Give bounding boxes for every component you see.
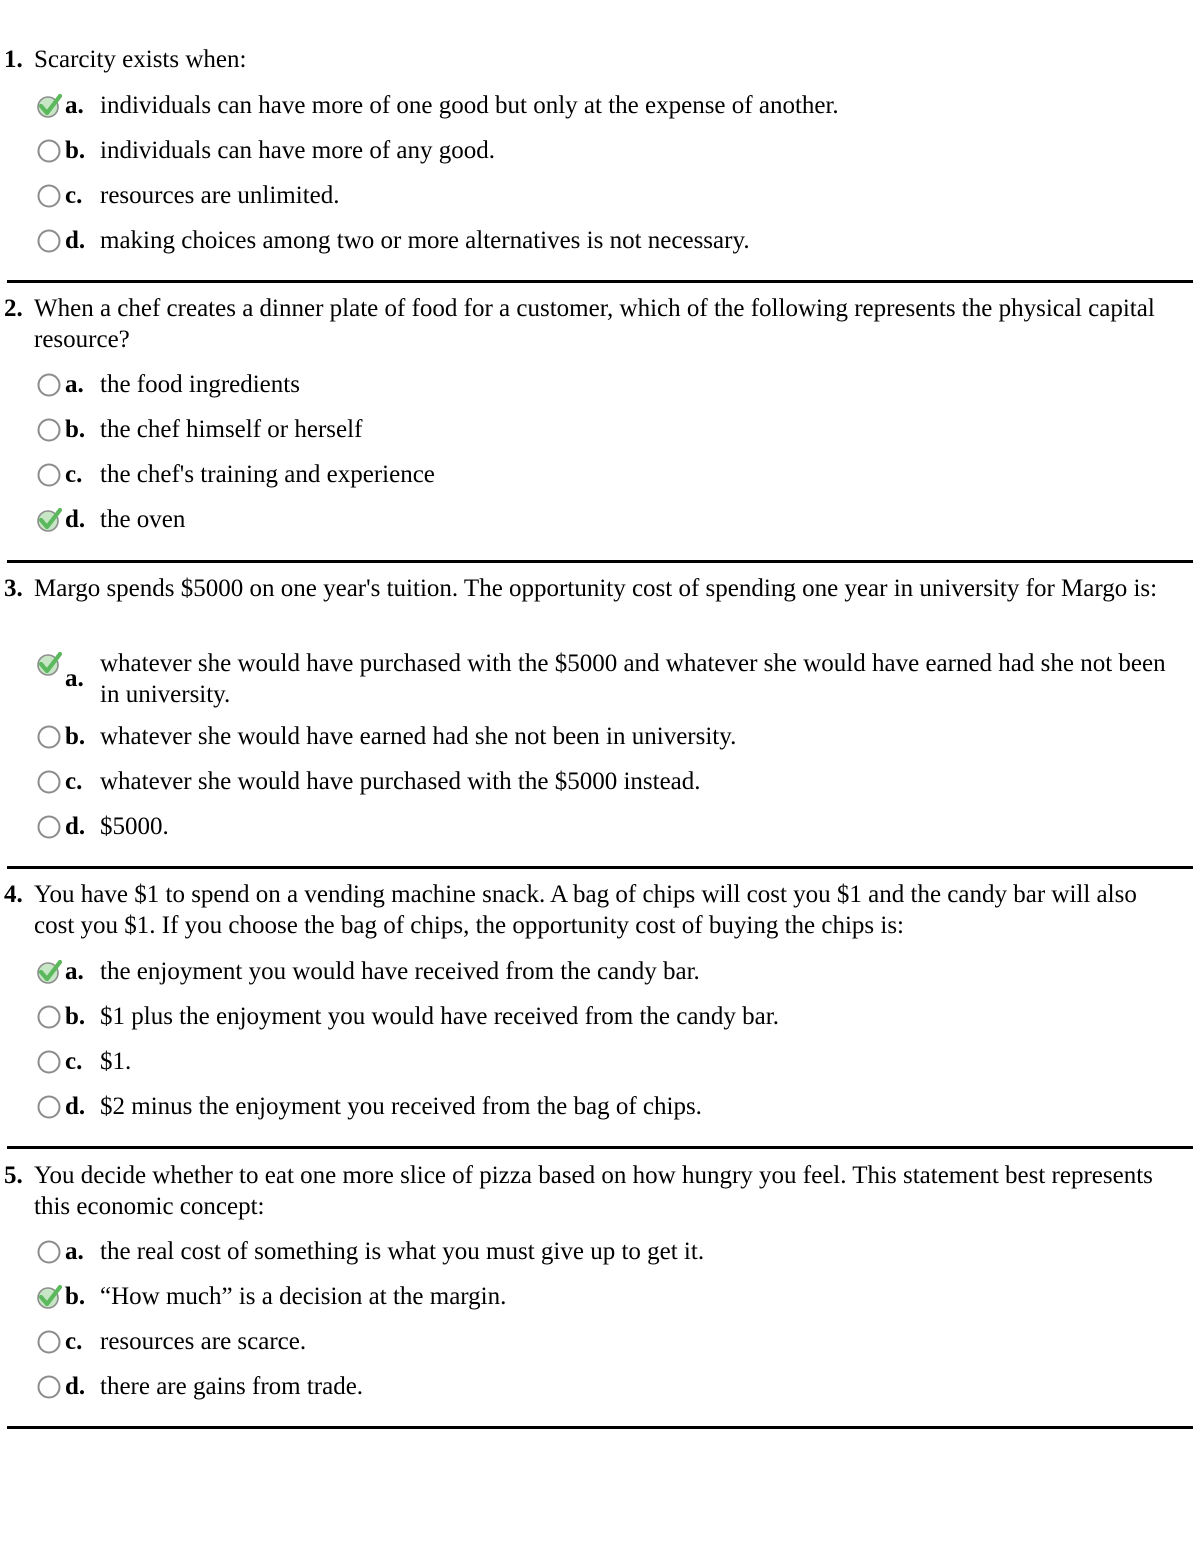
- radio-icon: [36, 724, 62, 750]
- question-divider: [7, 1426, 1193, 1429]
- option-letter: c.: [65, 461, 83, 488]
- option-b[interactable]: [34, 1001, 1194, 1032]
- radio-icon: [36, 1094, 62, 1120]
- option-text: the food ingredients: [100, 371, 300, 398]
- option-letter: d.: [65, 506, 86, 533]
- option-text: the chef's training and experience: [100, 461, 435, 488]
- option-text: resources are scarce.: [100, 1328, 307, 1355]
- option-text: individuals can have more of one good but only at the expense of another.: [100, 92, 839, 119]
- option-letter: d.: [65, 1093, 86, 1120]
- option-a[interactable]: [34, 956, 1194, 987]
- option-letter: b.: [65, 723, 86, 750]
- option-letter: c.: [65, 1328, 83, 1355]
- option-text: the enjoyment you would have received from the candy bar.: [100, 958, 700, 985]
- option-c[interactable]: [34, 1326, 1194, 1357]
- option-letter: b.: [65, 1003, 86, 1030]
- question-divider: [7, 280, 1193, 283]
- radio-icon: [36, 138, 62, 164]
- option-text: $5000.: [100, 813, 169, 840]
- option-text: the oven: [100, 506, 186, 533]
- radio-icon: [36, 462, 62, 488]
- question-number: 3.: [4, 575, 23, 602]
- option-text: individuals can have more of any good.: [100, 137, 496, 164]
- question-prompt: [4, 573, 1174, 604]
- radio-icon: [36, 417, 62, 443]
- option-text: resources are unlimited.: [100, 182, 340, 209]
- option-c[interactable]: [34, 1046, 1194, 1077]
- option-a[interactable]: [34, 369, 1194, 400]
- question-divider: [7, 560, 1193, 563]
- option-b[interactable]: [34, 721, 1194, 752]
- option-letter: b.: [65, 1283, 86, 1310]
- option-a[interactable]: [34, 1236, 1194, 1267]
- option-text: whatever she would have purchased with the $5000 instead.: [100, 768, 701, 795]
- option-text: “How much” is a decision at the margin.: [100, 1283, 507, 1310]
- option-text: whatever she would have purchased with the $5000 and whatever she would have earned had she not been in university.: [100, 650, 1166, 708]
- option-d[interactable]: [34, 811, 1194, 842]
- option-b[interactable]: [34, 135, 1194, 166]
- question-text: Scarcity exists when:: [34, 46, 247, 73]
- option-d[interactable]: [34, 225, 1194, 256]
- option-letter: a.: [65, 1238, 84, 1265]
- question-divider: [7, 1146, 1193, 1149]
- question-number: 4.: [4, 881, 23, 908]
- option-text: there are gains from trade.: [100, 1373, 364, 1400]
- option-letter: a.: [65, 371, 84, 398]
- check-circle-icon: [36, 651, 62, 677]
- option-text: whatever she would have earned had she not been in university.: [100, 723, 737, 750]
- radio-icon: [36, 1329, 62, 1355]
- check-circle-icon: [36, 507, 62, 533]
- option-letter: a.: [65, 92, 84, 119]
- option-a[interactable]: [34, 648, 1194, 710]
- option-letter: c.: [65, 1048, 83, 1075]
- radio-icon: [36, 769, 62, 795]
- question-text: You have $1 to spend on a vending machine snack. A bag of chips will cost you $1 and the candy bar will also cost you $1. If you choose the bag of chips, the opportunity cost of buying the chips is:: [34, 881, 1137, 939]
- radio-icon: [36, 814, 62, 840]
- question-prompt: [4, 879, 1174, 941]
- option-c[interactable]: [34, 766, 1194, 797]
- option-letter: d.: [65, 813, 86, 840]
- radio-icon: [36, 1374, 62, 1400]
- option-text: the chef himself or herself: [100, 416, 363, 443]
- option-c[interactable]: [34, 459, 1194, 490]
- option-letter: b.: [65, 416, 86, 443]
- option-letter: c.: [65, 768, 83, 795]
- question-number: 2.: [4, 295, 23, 322]
- question-number: 5.: [4, 1162, 23, 1189]
- radio-icon: [36, 1239, 62, 1265]
- check-circle-icon: [36, 1284, 62, 1310]
- question-number: 1.: [4, 46, 23, 73]
- option-a[interactable]: [34, 90, 1194, 121]
- radio-icon: [36, 228, 62, 254]
- option-c[interactable]: [34, 180, 1194, 211]
- option-letter: c.: [65, 182, 83, 209]
- option-text: $1.: [100, 1048, 132, 1075]
- radio-icon: [36, 1004, 62, 1030]
- question-text: You decide whether to eat one more slice of pizza based on how hungry you feel. This statement best represents this economic concept:: [34, 1162, 1153, 1220]
- option-letter: a.: [65, 958, 84, 985]
- option-b[interactable]: [34, 1281, 1194, 1312]
- option-d[interactable]: [34, 504, 1194, 535]
- option-letter: d.: [65, 227, 86, 254]
- question-text: Margo spends $5000 on one year's tuition. The opportunity cost of spending one year in university for Margo is:: [34, 575, 1158, 602]
- check-circle-icon: [36, 959, 62, 985]
- option-text: the real cost of something is what you must give up to get it.: [100, 1238, 705, 1265]
- option-letter: a.: [65, 665, 84, 692]
- option-d[interactable]: [34, 1091, 1194, 1122]
- radio-icon: [36, 1049, 62, 1075]
- option-b[interactable]: [34, 414, 1194, 445]
- question-prompt: [4, 44, 1174, 75]
- radio-icon: [36, 372, 62, 398]
- radio-icon: [36, 183, 62, 209]
- question-prompt: [4, 1160, 1174, 1222]
- option-text: $1 plus the enjoyment you would have received from the candy bar.: [100, 1003, 779, 1030]
- option-d[interactable]: [34, 1371, 1194, 1402]
- option-letter: d.: [65, 1373, 86, 1400]
- question-text: When a chef creates a dinner plate of food for a customer, which of the following represents the physical capital resource?: [34, 295, 1155, 353]
- option-letter: b.: [65, 137, 86, 164]
- check-circle-icon: [36, 93, 62, 119]
- option-text: making choices among two or more alternatives is not necessary.: [100, 227, 750, 254]
- option-text: $2 minus the enjoyment you received from the bag of chips.: [100, 1093, 702, 1120]
- question-prompt: [4, 293, 1174, 355]
- question-divider: [7, 866, 1193, 869]
